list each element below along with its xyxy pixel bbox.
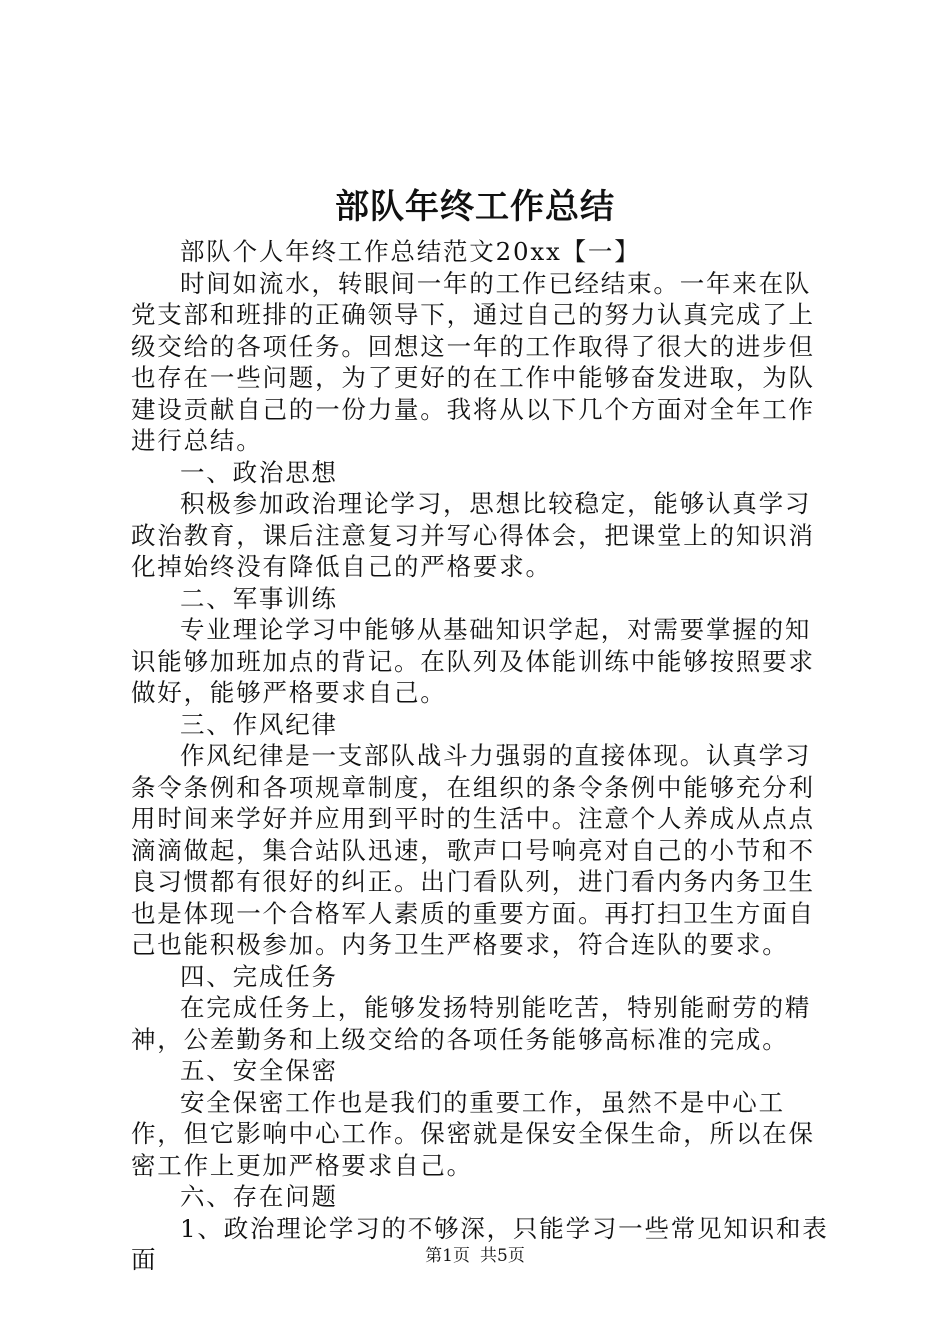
paragraph-security: 安全保密工作也是我们的重要工作，虽然不是中心工作，但它影响中心工作。保密就是保安全保生命，所以在保密工作上更加严格要求自己。 — [131, 1087, 815, 1180]
paragraph-military-training: 专业理论学习中能够从基础知识学起，对需要掌握的知识能够加班加点的背记。在队列及体能训练中能够按照要求做好，能够严格要求自己。 — [131, 615, 815, 707]
page-footer — [0, 1244, 950, 1268]
heading-politics: 一、政治思想 — [180, 457, 338, 487]
heading-tasks: 四、完成任务 — [180, 961, 338, 991]
page-total: 共5页 — [480, 1246, 525, 1266]
paragraph-politics: 积极参加政治理论学习，思想比较稳定，能够认真学习政治教育，课后注意复习并写心得体会，把课堂上的知识消化掉始终没有降低自己的严格要求。 — [131, 489, 815, 581]
paragraph-tasks: 在完成任务上，能够发扬特别能吃苦，特别能耐劳的精神，公差勤务和上级交给的各项任务能够高标准的完成。 — [131, 993, 812, 1054]
section-subtitle: 部队个人年终工作总结范文20xx【一】 — [180, 237, 641, 266]
document-title: 部队年终工作总结 — [335, 187, 615, 227]
heading-problems: 六、存在问题 — [180, 1182, 338, 1211]
heading-military-training: 二、军事训练 — [180, 583, 338, 613]
paragraph-discipline: 作风纪律是一支部队战斗力强弱的直接体现。认真学习条令条例和各项规章制度，在组织的条令条例中能够充分利用时间来学好并应用到平时的生活中。注意个人养成从点点滴滴做起，集合站队迅速，歌声口号响亮对自己的小节和不良习惯都有很好的纠正。出门看队列，进门看内务内务卫生也是体现一个合格军人素质的重要方面。再打扫卫生方面自己也能积极参加。内务卫生严格要求，符合连队的要求。 — [131, 741, 815, 959]
document-body — [131, 236, 831, 1276]
page-number: 第1页 — [425, 1246, 470, 1266]
intro-paragraph: 时间如流水，转眼间一年的工作已经结束。一年来在队党支部和班排的正确领导下，通过自己的努力认真完成了上级交给的各项任务。回想这一年的工作取得了很大的进步但也存在一些问题，为了更好的在工作中能够奋发进取，为队建设贡献自己的一份力量。我将从以下几个方面对全年工作进行总结。 — [131, 268, 815, 455]
heading-discipline: 三、作风纪律 — [180, 709, 338, 739]
paragraph-problems: 1、政治理论学习的不够深，只能学习一些常见知识和表面 — [131, 1213, 829, 1274]
heading-security: 五、安全保密 — [180, 1056, 338, 1085]
